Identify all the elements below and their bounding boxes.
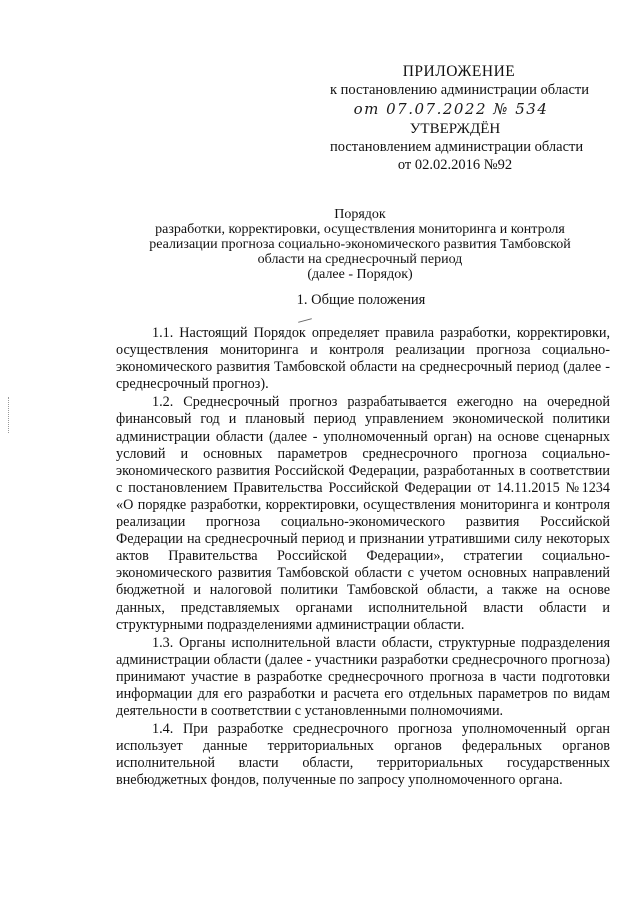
paragraph-1-1: 1.1. Настоящий Порядок определяет правила разработки, корректировки, осуществления мониторинга и контроля реализации прогноза социально-экономического развития Тамбовской области на среднесрочный период (далее - среднесрочный прогноз). bbox=[116, 325, 610, 393]
paragraph-1-3: 1.3. Органы исполнительной власти области, структурные подразделения администрации области (далее - участники разработки среднесрочного прогноза) принимают участие в разработке среднесрочного прогноза в части подготовки информации для его разработки и расчета его отдельных параметров по видам деятельности в соответствии с установленными полномочиями. bbox=[116, 634, 610, 720]
document-header bbox=[330, 63, 590, 174]
approved-date: от 02.02.2016 №92 bbox=[397, 157, 513, 173]
title-line-2: реализации прогноза социально-экономического развития Тамбовской bbox=[149, 237, 571, 252]
paragraph-1-4: 1.4. При разработке среднесрочного прогноза уполномоченный орган использует данные территориальных органов федеральных органов исполнительной власти области, территориальных государственных внебюджетных фондов, полученные по запросу уполномоченного органа. bbox=[116, 721, 610, 789]
handwritten-date-number: от 07.07.2022 № 534 bbox=[353, 100, 549, 118]
section-heading: 1. Общие положения bbox=[296, 292, 426, 308]
document-body bbox=[116, 325, 610, 790]
title-line-3: области на среднесрочный период bbox=[257, 252, 463, 267]
approved-label: УТВЕРЖДЁН bbox=[409, 121, 501, 137]
scan-margin-mark bbox=[8, 397, 10, 433]
resolution-reference: к постановлению администрации области bbox=[330, 82, 590, 98]
title-line-4: (далее - Порядок) bbox=[307, 267, 413, 282]
pen-stroke-mark bbox=[298, 318, 312, 323]
title-line-1: разработки, корректировки, осуществления мониторинга и контроля bbox=[155, 222, 565, 237]
title-word: Порядок bbox=[334, 207, 386, 222]
approved-by: постановлением администрации области bbox=[330, 139, 584, 155]
appendix-label: ПРИЛОЖЕНИЕ bbox=[402, 63, 516, 80]
document-title bbox=[110, 207, 610, 282]
paragraph-1-2: 1.2. Среднесрочный прогноз разрабатывается ежегодно на очередной финансовый год и плановый период управлением экономической политики администрации области (далее - уполномоченный орган) на основе сценарных условий и основных параметров среднесрочного прогноза социально-экономического развития Российской Федерации, разработанных в соответствии с постановлением Правительства Российской Федерации от 14.11.2015 №1234 «О порядке разработки, корректировки, осуществления мониторинга и контроля реализации прогноза социально-экономического развития Российской Федерации на среднесрочный период и признании утратившими силу некоторых актов Правительства Российской Федерации», стратегии социально-экономического развития Тамбовской области с учетом основных направлений бюджетной и налоговой политики Тамбовской области, а также на основе данных, представляемых органами исполнительной власти области и структурными подразделениями администрации области. bbox=[116, 394, 610, 633]
